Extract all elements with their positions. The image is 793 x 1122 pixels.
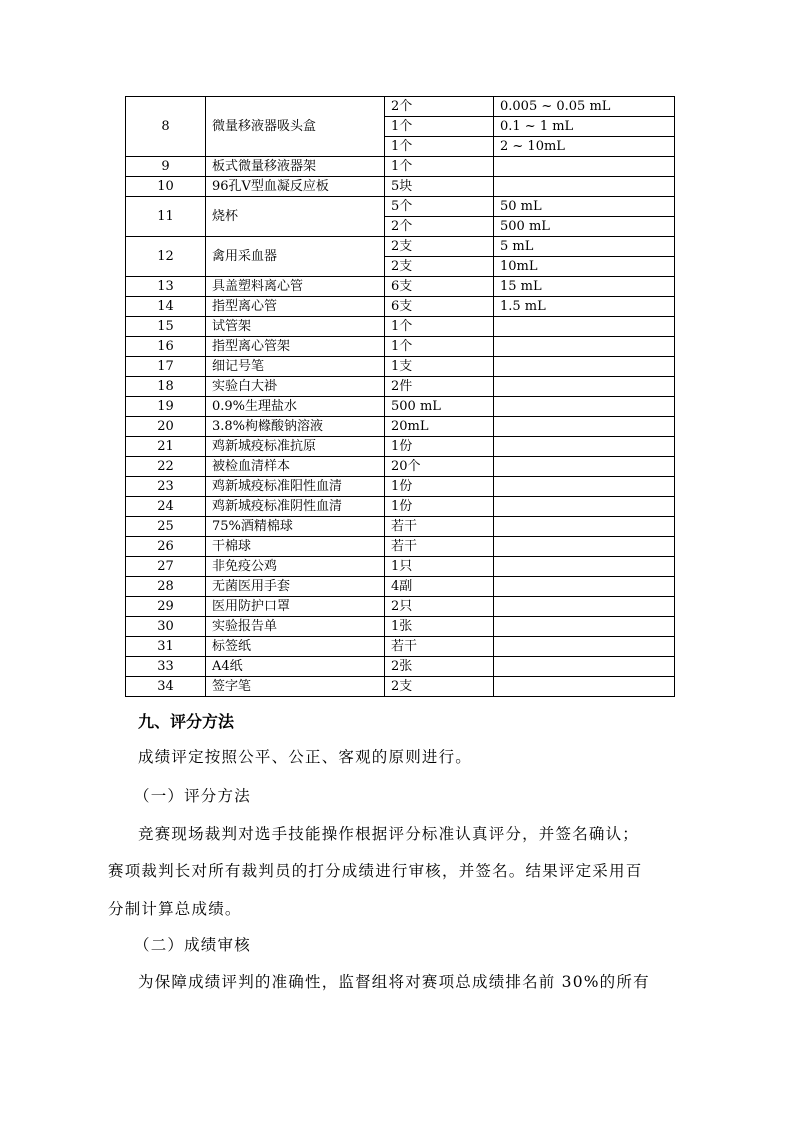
item-quantity-cell: 2个 [385,97,494,117]
subsection-1-line-3: 分制计算总成绩。 [108,900,242,918]
item-name-cell: 微量移液器吸头盒 [206,97,385,157]
item-spec-cell: 0.005 ~ 0.05 mL [494,97,675,117]
item-name-cell: 0.9%生理盐水 [206,397,385,417]
section-intro: 成绩评定按照公平、公正、客观的原则进行。 [138,748,473,766]
item-spec-cell: 1.5 mL [494,297,675,317]
item-quantity-cell: 6支 [385,297,494,317]
item-spec-cell [494,377,675,397]
table-row [126,97,675,117]
item-spec-cell: 0.1 ~ 1 mL [494,117,675,137]
item-name-cell: 指型离心管 [206,297,385,317]
table-row [126,577,675,597]
item-spec-cell [494,537,675,557]
item-quantity-cell: 1个 [385,137,494,157]
item-spec-cell [494,657,675,677]
item-number-cell: 18 [126,377,206,397]
item-number-cell: 33 [126,657,206,677]
table-row [126,457,675,477]
item-quantity-cell: 2支 [385,237,494,257]
section-heading: 九、评分方法 [138,712,235,731]
item-name-cell: 鸡新城疫标准阳性血清 [206,477,385,497]
item-spec-cell [494,317,675,337]
item-number-cell: 15 [126,317,206,337]
item-name-cell: 鸡新城疫标准阴性血清 [206,497,385,517]
item-number-cell: 28 [126,577,206,597]
table-row [126,297,675,317]
item-name-cell: 非免疫公鸡 [206,557,385,577]
item-spec-cell [494,477,675,497]
item-spec-cell [494,677,675,697]
subsection-1-line-2: 赛项裁判长对所有裁判员的打分成绩进行审核，并签名。结果评定采用百 [108,862,643,880]
item-spec-cell: 5 mL [494,237,675,257]
table-row [126,637,675,657]
item-number-cell: 13 [126,277,206,297]
item-number-cell: 26 [126,537,206,557]
item-number-cell: 31 [126,637,206,657]
item-quantity-cell: 1只 [385,557,494,577]
item-number-cell: 29 [126,597,206,617]
subsection-1-line-1: 竞赛现场裁判对选手技能操作根据评分标准认真评分，并签名确认； [138,825,640,843]
item-spec-cell: 500 mL [494,217,675,237]
item-quantity-cell: 6支 [385,277,494,297]
item-number-cell: 24 [126,497,206,517]
table-row [126,557,675,577]
table-row [126,677,675,697]
item-quantity-cell: 1个 [385,337,494,357]
item-number-cell: 27 [126,557,206,577]
item-spec-cell [494,157,675,177]
item-spec-cell: 2 ~ 10mL [494,137,675,157]
item-spec-cell [494,557,675,577]
item-name-cell: 签字笔 [206,677,385,697]
item-quantity-cell: 5个 [385,197,494,217]
item-number-cell: 23 [126,477,206,497]
item-number-cell: 11 [126,197,206,237]
item-quantity-cell: 若干 [385,517,494,537]
item-number-cell: 21 [126,437,206,457]
item-name-cell: 试管架 [206,317,385,337]
item-spec-cell [494,357,675,377]
item-quantity-cell: 2件 [385,377,494,397]
item-name-cell: 鸡新城疫标准抗原 [206,437,385,457]
table-row [126,337,675,357]
item-spec-cell [494,517,675,537]
item-number-cell: 25 [126,517,206,537]
item-spec-cell: 50 mL [494,197,675,217]
item-name-cell: 被检血清样本 [206,457,385,477]
table-row [126,157,675,177]
item-quantity-cell: 20个 [385,457,494,477]
item-spec-cell [494,177,675,197]
item-name-cell: 标签纸 [206,637,385,657]
item-quantity-cell: 2只 [385,597,494,617]
item-number-cell: 17 [126,357,206,377]
item-number-cell: 10 [126,177,206,197]
item-quantity-cell: 2支 [385,677,494,697]
item-name-cell: 3.8%枸橼酸钠溶液 [206,417,385,437]
table-row [126,617,675,637]
equipment-table [125,96,675,697]
item-number-cell: 19 [126,397,206,417]
item-quantity-cell: 2支 [385,257,494,277]
item-number-cell: 8 [126,97,206,157]
table-row [126,417,675,437]
item-number-cell: 14 [126,297,206,317]
item-spec-cell [494,617,675,637]
table-row [126,357,675,377]
table-row [126,597,675,617]
item-name-cell: 具盖塑料离心管 [206,277,385,297]
item-name-cell: A4纸 [206,657,385,677]
item-quantity-cell: 1份 [385,437,494,457]
item-name-cell: 细记号笔 [206,357,385,377]
item-number-cell: 16 [126,337,206,357]
item-quantity-cell: 2张 [385,657,494,677]
item-name-cell: 禽用采血器 [206,237,385,277]
item-spec-cell [494,417,675,437]
item-quantity-cell: 1份 [385,477,494,497]
item-quantity-cell: 若干 [385,637,494,657]
table-row [126,437,675,457]
item-name-cell: 实验白大褂 [206,377,385,397]
table-row [126,237,675,257]
item-spec-cell [494,457,675,477]
table-row [126,397,675,417]
item-number-cell: 9 [126,157,206,177]
item-number-cell: 34 [126,677,206,697]
item-name-cell: 指型离心管架 [206,337,385,357]
table-row [126,657,675,677]
item-spec-cell [494,577,675,597]
item-quantity-cell: 1支 [385,357,494,377]
subsection-2-line-1: 为保障成绩评判的准确性，监督组将对赛项总成绩排名前 30%的所有 [138,973,650,991]
item-name-cell: 75%酒精棉球 [206,517,385,537]
item-number-cell: 20 [126,417,206,437]
item-name-cell: 烧杯 [206,197,385,237]
item-quantity-cell: 2个 [385,217,494,237]
item-quantity-cell: 1个 [385,117,494,137]
item-quantity-cell: 若干 [385,537,494,557]
item-quantity-cell: 1份 [385,497,494,517]
item-name-cell: 96孔V型血凝反应板 [206,177,385,197]
table-row [126,377,675,397]
item-spec-cell [494,637,675,657]
table-row [126,537,675,557]
table-row [126,497,675,517]
item-number-cell: 30 [126,617,206,637]
item-name-cell: 板式微量移液器架 [206,157,385,177]
item-name-cell: 医用防护口罩 [206,597,385,617]
item-quantity-cell: 4副 [385,577,494,597]
item-spec-cell [494,397,675,417]
subsection-1-title: （一）评分方法 [134,787,251,805]
item-quantity-cell: 1张 [385,617,494,637]
item-spec-cell [494,497,675,517]
table-row [126,317,675,337]
item-spec-cell [494,337,675,357]
item-quantity-cell: 20mL [385,417,494,437]
item-quantity-cell: 1个 [385,317,494,337]
table-row [126,517,675,537]
item-quantity-cell: 1个 [385,157,494,177]
item-number-cell: 12 [126,237,206,277]
table-row [126,197,675,217]
item-quantity-cell: 500 mL [385,397,494,417]
table-row [126,177,675,197]
item-quantity-cell: 5块 [385,177,494,197]
table-row [126,277,675,297]
item-name-cell: 干棉球 [206,537,385,557]
item-spec-cell: 10mL [494,257,675,277]
subsection-2-title: （二）成绩审核 [134,936,251,954]
equipment-table-body [126,97,675,697]
item-number-cell: 22 [126,457,206,477]
item-spec-cell [494,597,675,617]
item-name-cell: 实验报告单 [206,617,385,637]
item-name-cell: 无菌医用手套 [206,577,385,597]
item-spec-cell: 15 mL [494,277,675,297]
item-spec-cell [494,437,675,457]
table-row [126,477,675,497]
